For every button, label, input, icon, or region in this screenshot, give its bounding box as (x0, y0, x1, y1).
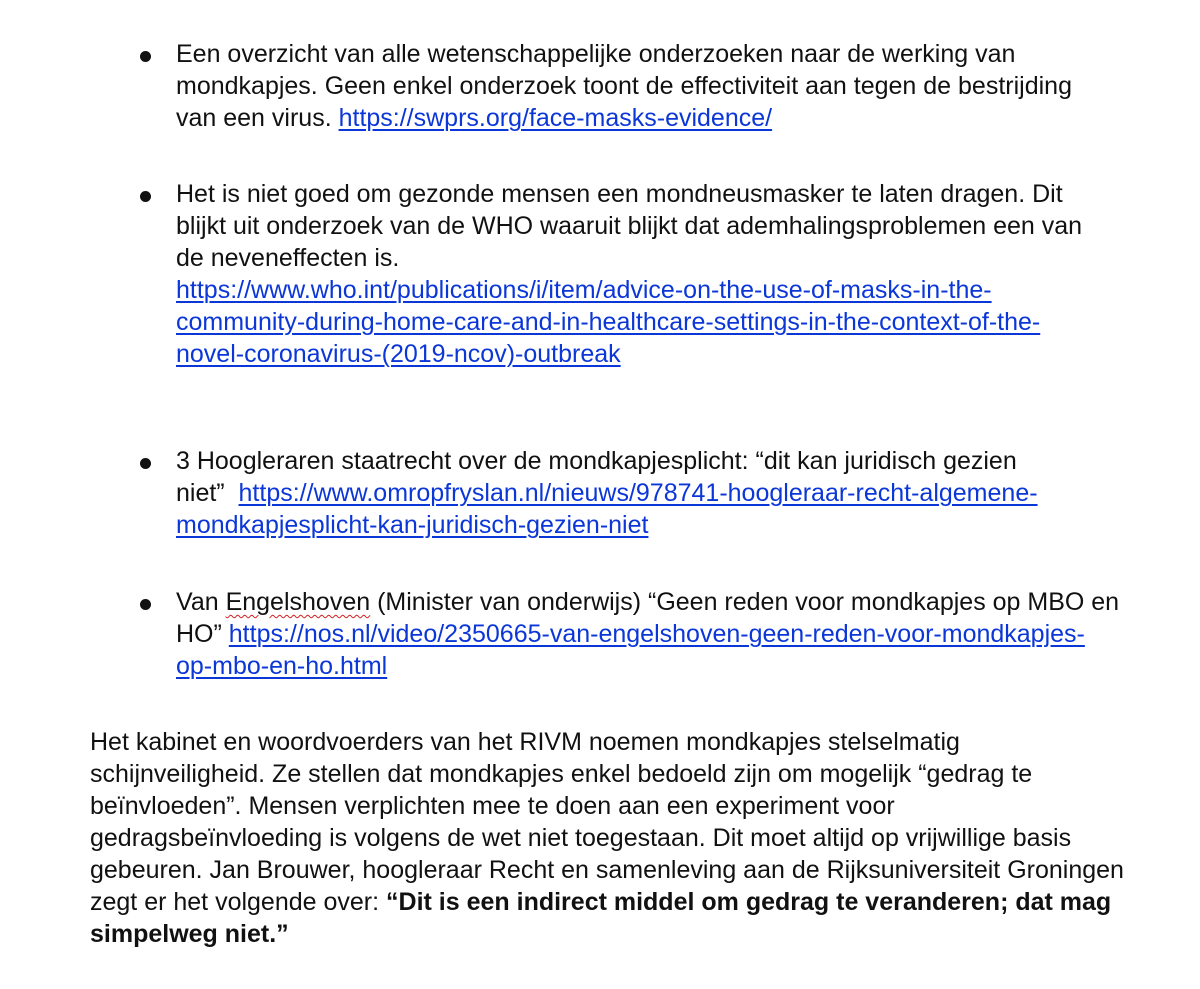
text-line: de neveneffecten is. (176, 244, 400, 272)
bullet-point (140, 191, 151, 202)
body-paragraph (90, 726, 1180, 950)
reference-link[interactable]: https://swprs.org/face-masks-evidence/ (338, 104, 773, 132)
bullet-text (176, 178, 1166, 370)
bullet-text (176, 586, 1166, 682)
text-line: beïnvloeden”. Mensen verplichten mee te doen aan een experiment voor (90, 792, 895, 820)
link-line (176, 338, 1166, 370)
bold-quote: simpelweg niet.” (90, 920, 289, 948)
text-line: mondkapjes. Geen enkel onderzoek toont de effectiviteit aan tegen de bestrijding (176, 72, 1072, 100)
text-segment: van een virus. (176, 104, 339, 132)
text-line: schijnveiligheid. Ze stellen dat mondkapjes enkel bedoeld zijn om mogelijk “gedrag te (90, 760, 1033, 788)
text-line (90, 886, 1180, 918)
link-line (176, 274, 1166, 306)
text-line (176, 477, 1166, 509)
text-line: 3 Hoogleraren staatrecht over de mondkapjesplicht: “dit kan juridisch gezien (176, 447, 1017, 475)
text-line: gebeuren. Jan Brouwer, hoogleraar Recht en samenleving aan de Rijksuniversiteit Groningen (90, 856, 1124, 884)
bullet-point (140, 458, 151, 469)
text-line: blijkt uit onderzoek van de WHO waaruit blijkt dat ademhalingsproblemen een van (176, 212, 1083, 240)
link-line (176, 306, 1166, 338)
text-line: gedragsbeïnvloeding is volgens de wet niet toegestaan. Dit moet altijd op vrijwillige basis (90, 824, 1072, 852)
reference-link[interactable]: op-mbo-en-ho.html (176, 652, 388, 680)
bullet-text (176, 445, 1166, 541)
bullet-point (140, 51, 151, 62)
text-line (176, 586, 1166, 618)
reference-link[interactable]: novel-coronavirus-(2019-ncov)-outbreak (176, 340, 621, 368)
text-segment: (Minister van onderwijs) “Geen reden voor mondkapjes op MBO en (370, 588, 1120, 616)
text-line: Het kabinet en woordvoerders van het RIVM noemen mondkapjes stelselmatig (90, 728, 960, 756)
reference-link[interactable]: https://www.who.int/publications/i/item/advice-on-the-use-of-masks-in-the- (176, 276, 992, 304)
text-line (176, 102, 1166, 134)
reference-link[interactable]: https://www.omropfryslan.nl/nieuws/978741-hoogleraar-recht-algemene- (238, 479, 1038, 507)
text-segment: Van (176, 588, 226, 616)
bold-quote: “Dit is een indirect middel om gedrag te veranderen; dat mag (386, 888, 1112, 916)
bullet-text (176, 38, 1166, 134)
text-line: Het is niet goed om gezonde mensen een mondneusmasker te laten dragen. Dit (176, 180, 1063, 208)
text-segment: niet” (176, 479, 239, 507)
reference-link[interactable]: community-during-home-care-and-in-healthcare-settings-in-the-context-of-the- (176, 308, 1041, 336)
link-line (176, 509, 1166, 541)
text-line (90, 918, 1180, 950)
reference-link[interactable]: mondkapjesplicht-kan-juridisch-gezien-niet (176, 511, 649, 539)
text-line (176, 618, 1166, 650)
text-segment: HO” (176, 620, 229, 648)
spellcheck-word[interactable]: Engelshoven (225, 588, 371, 616)
reference-link[interactable]: https://nos.nl/video/2350665-van-engelshoven-geen-reden-voor-mondkapjes- (228, 620, 1085, 648)
text-segment: zegt er het volgende over: (90, 888, 387, 916)
text-line: Een overzicht van alle wetenschappelijke onderzoeken naar de werking van (176, 40, 1016, 68)
link-line (176, 650, 1166, 682)
bullet-point (140, 599, 151, 610)
